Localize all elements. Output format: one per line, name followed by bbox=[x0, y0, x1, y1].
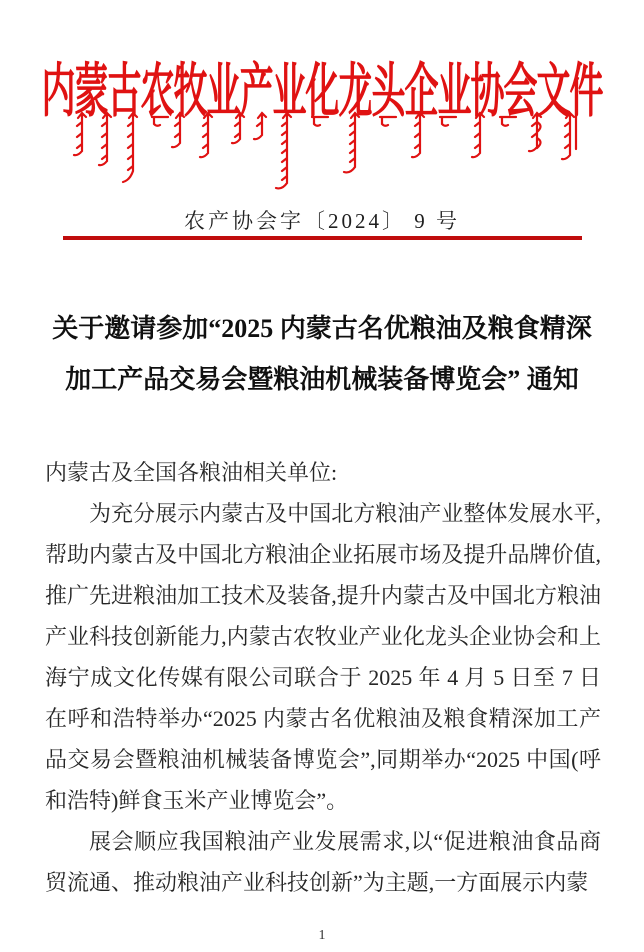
red-divider bbox=[63, 236, 582, 240]
doc-number: 农产协会字〔2024〕 9 号 bbox=[184, 209, 460, 233]
mongolian-script-icon bbox=[70, 110, 595, 200]
body-text bbox=[45, 452, 601, 922]
paragraph-1: 为充分展示内蒙古及中国北方粮油产业整体发展水平,帮助内蒙古及中国北方粮油企业拓展市场及提升品牌价值,推广先进粮油加工技术及装备,提升内蒙古及中国北方粮油产业科技创新能力,内蒙古农牧业产业化龙头企业协会和上海宁成文化传媒有限公司联合于 2025 年 4 月 5 日至 7 日在呼和浩特举办“2025 内蒙古名优粮油及粮食精深加工产品交易会暨粮油机械装备博览会”,同期举办“2025 中国(呼和浩特)鲜食玉米产业博览会”。 bbox=[45, 501, 601, 813]
doc-title-line-2: 加工产品交易会暨粮油机械装备博览会” 通知 bbox=[65, 365, 579, 394]
doc-title bbox=[28, 303, 616, 405]
paragraph-2: 展会顺应我国粮油产业发展需求,以“促进粮油食品商贸流通、推动粮油产业科技创新”为主题,一方面展示内蒙 bbox=[45, 829, 601, 895]
doc-title-line-1: 关于邀请参加“2025 内蒙古名优粮油及粮食精深 bbox=[52, 314, 592, 343]
page-number: 1 bbox=[318, 928, 326, 943]
salutation: 内蒙古及全国各粮油相关单位: bbox=[45, 460, 338, 485]
org-title: 内蒙古农牧业产业化龙头企业协会文件 bbox=[41, 61, 603, 125]
